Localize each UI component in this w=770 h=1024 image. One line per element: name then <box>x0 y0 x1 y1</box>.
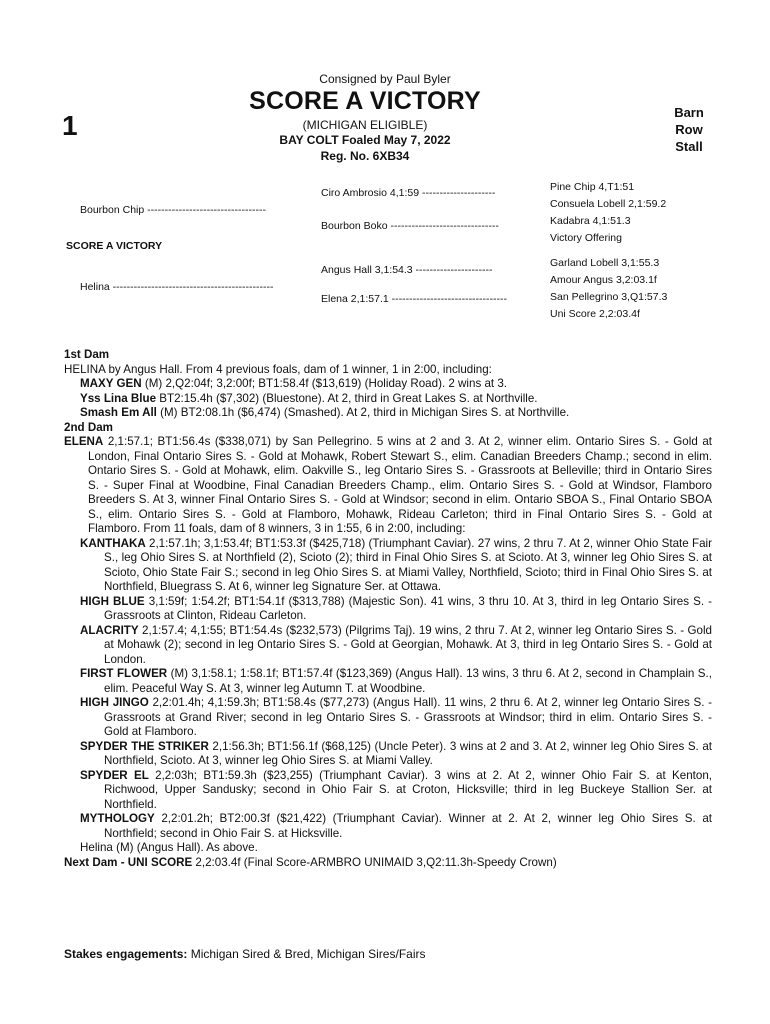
first-dam-heading: 1st Dam <box>64 348 110 361</box>
barn-row-stall <box>664 104 714 155</box>
stall-label: Stall <box>675 139 703 154</box>
pedigree-g3-item: Amour Angus 3,2:03.1f <box>550 274 657 286</box>
foal-entry <box>64 812 712 841</box>
second-dam-heading: 2nd Dam <box>64 420 113 434</box>
foal-record: 3,1:59f; 1:54.2f; BT1:54.1f ($313,788) (Majestic Son). 41 wins, 3 thru 10. At 3, third in leg Ontario Sires S. - Grassroots at Clinton, Rideau Carleton. <box>104 594 712 622</box>
foal-name: MAXY GEN <box>80 377 142 390</box>
pedigree-third-generation-top <box>550 179 666 247</box>
hip-number: 1 <box>62 110 78 141</box>
barn-label: Barn <box>674 105 704 120</box>
foal-entry <box>64 769 712 813</box>
foal-name: ALACRITY <box>80 623 139 637</box>
pedigree-g3-item: Kadabra 4,1:51.3 <box>550 215 631 227</box>
next-dam-label: Next Dam - UNI SCORE <box>64 855 193 869</box>
foal-name: Yss Lina Blue <box>80 391 157 405</box>
foal-record: (M) 3,1:58.1; 1:58.1f; BT1:57.4f ($123,369) (Angus Hall). 13 wins, 3 thru 6. At 2, second in Champlain S., elim. Peaceful Way S. At 3, winner leg Autumn T. at Woodbine. <box>104 667 712 695</box>
second-dam-record: 2,1:57.1; BT1:56.4s ($338,071) by San Pellegrino. 5 wins at 2 and 3. At 2, winner elim. Ontario Sires S. - Gold at London, Final Ontario Sires S. - Gold at Mohawk, Robert Stewart S., elim. Canadian Breeders Champ.; second in elim. Ontario Sires S. - Gold at Mohawk, elim. Oakville S., leg Ontario Sires S. - Grassroots at Belleville; third in Ontario Sires S. - Super Final at Woodbine, Final Canadian Breeders Champ., elim. Ontario Sires S. - Gold at Windsor, Flamboro Breeders S. At 3, winner Final Ontario Sires S. - Gold at Windsor; second in elim. Ontario SBOA S., Final Ontario SBOA S., elim. Ontario Sires S. - Gold at Flamboro, Mohawk, Rideau Carleton; third in Final Ontario Sires S. - Gold at Flamboro. From 11 foals, dam of 8 winners, 3 in 1:55, 6 in 2:00, including: <box>88 435 712 535</box>
registration-number: Reg. No. 6XB34 <box>320 149 410 163</box>
foal-record: BT2:15.4h ($7,302) (Bluestone). At 2, third in Great Lakes S. at Northville. <box>156 391 538 405</box>
pedigree-dam: Helina ---------------------------------------------- <box>80 281 274 293</box>
foal-entry <box>64 667 712 696</box>
foal-entry <box>64 595 712 624</box>
foal-record: 2,1:56.3h; BT1:56.1f ($68,125) (Uncle Peter). 3 wins at 2 and 3. At 2, winner leg Ohio Sires S. at Northfield, Scioto. At 3, winner leg Ohio Sires S. at Miami Valley. <box>104 739 712 767</box>
stakes-text: Michigan Sired & Bred, Michigan Sires/Fairs <box>187 947 426 961</box>
pedigree-sire: Bourbon Chip ---------------------------------- <box>80 204 267 216</box>
helina-as-above: Helina (M) (Angus Hall). As above. <box>80 841 258 854</box>
pedigree-horse: SCORE A VICTORY <box>66 240 163 252</box>
eligibility-line: (MICHIGAN ELIGIBLE) <box>302 118 428 132</box>
foal-record: 2,1:57.1h; 3,1:53.4f; BT1:53.3f ($425,718) (Triumphant Caviar). 27 wins, 2 thru 7. At 2, winner Ohio State Fair S., leg Ohio Sires S. at Northfield (2), Scioto (2); third in Final Ohio Sires S. at Scioto. At 3, winner leg Ohio Sires S. at Scioto, Ohio State Fair S.; second in leg Ohio Sires S. at Miami Valley, Northfield, Scioto; third in Final Ohio Sires S. at Northfield, Bluegrass S. At 6, winner leg Signature Ser. at Ottawa. <box>104 536 712 593</box>
foal-entry <box>64 377 712 392</box>
pedigree-g3-item: Pine Chip 4,T1:51 <box>550 181 635 193</box>
horse-name-title: SCORE A VICTORY <box>249 87 481 115</box>
foal-name: HIGH JINGO <box>80 696 149 709</box>
foal-name: KANTHAKA <box>80 536 146 550</box>
foal-name: FIRST FLOWER <box>80 667 168 680</box>
produce-record <box>64 348 712 870</box>
next-dam-line <box>64 856 712 871</box>
foal-entry <box>64 696 712 740</box>
foal-name: SPYDER EL <box>80 768 149 782</box>
pedigree-sire-sire: Ciro Ambrosio 4,1:59 --------------------- <box>321 187 496 199</box>
row-label: Row <box>675 122 703 137</box>
foal-name: SPYDER THE STRIKER <box>80 739 209 753</box>
foal-record: (M) BT2:08.1h ($6,474) (Smashed). At 2, third in Michigan Sires S. at Northville. <box>156 406 570 419</box>
foal-record: 2,1:57.4; 4,1:55; BT1:54.4s ($232,573) (Pilgrims Taj). 19 wins, 2 thru 7. At 2, winner leg Ontario Sires S. - Gold at Mohawk (2); second in leg Ontario Sires S. - Gold at Georgian, Mohawk. At 3, third in leg Ontario Sires S. - Gold at London. <box>104 623 712 666</box>
next-dam-record: 2,2:03.4f (Final Score-ARMBRO UNIMAID 3,Q2:11.3h-Speedy Crown) <box>192 855 557 869</box>
foal-record: 2,2:03h; BT1:59.3h ($23,255) (Triumphant Caviar). 3 wins at 2. At 2, winner Ohio Fair S. at Kenton, Richwood, Upper Sandusky; second in Ohio Fair S. at Croton, Hicksville; third in leg Buckeye Stallion Ser. at Northfield. <box>104 768 712 811</box>
foal-entry <box>64 406 712 421</box>
second-dam-entry <box>64 435 712 537</box>
foaled-line: BAY COLT Foaled May 7, 2022 <box>279 133 451 147</box>
pedigree-dam-dam: Elena 2,1:57.1 --------------------------------- <box>321 293 508 305</box>
helina-intro: HELINA by Angus Hall. From 4 previous foals, dam of 1 winner, 1 in 2:00, including: <box>64 362 492 376</box>
pedigree-dam-sire: Angus Hall 3,1:54.3 ---------------------- <box>321 264 493 276</box>
foal-entry <box>64 624 712 668</box>
pedigree-g3-item: San Pellegrino 3,Q1:57.3 <box>550 291 668 303</box>
foal-record: 2,2:01.4h; 4,1:59.3h; BT1:58.4s ($77,273) (Angus Hall). 11 wins, 2 thru 6. At 2, winner leg Ontario Sires S. - Grassroots at Grand River; second in leg Ontario Sires S. - Grassroots at Windsor; third in elim. Ontario Sires S. - Gold at Flamboro. <box>104 696 712 738</box>
foal-entry <box>64 740 712 769</box>
pedigree-sire-dam: Bourbon Boko ------------------------------- <box>321 220 499 232</box>
foal-name: Smash Em All <box>80 406 157 419</box>
foal-name: HIGH BLUE <box>80 594 145 608</box>
stakes-label: Stakes engagements: <box>64 947 188 961</box>
foal-entry <box>64 392 712 407</box>
foal-entry <box>64 537 712 595</box>
foal-name: MYTHOLOGY <box>80 812 155 825</box>
foal-record: 2,2:01.2h; BT2:00.3f ($21,422) (Triumphant Caviar). Winner at 2. At 2, winner leg Ohio Sires S. at Northfield; second in Ohio Fair S. at Hicksville. <box>104 812 712 840</box>
pedigree-third-generation-bottom <box>550 255 667 323</box>
stakes-engagements <box>64 947 425 961</box>
pedigree-g3-item: Consuela Lobell 2,1:59.2 <box>550 198 667 210</box>
consignor-line: Consigned by Paul Byler <box>319 72 451 86</box>
pedigree-g3-item: Victory Offering <box>550 232 622 244</box>
pedigree-g3-item: Garland Lobell 3,1:55.3 <box>550 257 660 269</box>
foal-record: (M) 2,Q2:04f; 3,2:00f; BT1:58.4f ($13,619) (Holiday Road). 2 wins at 3. <box>141 377 508 390</box>
pedigree-g3-item: Uni Score 2,2:03.4f <box>550 308 640 320</box>
second-dam-name: ELENA <box>64 435 104 448</box>
